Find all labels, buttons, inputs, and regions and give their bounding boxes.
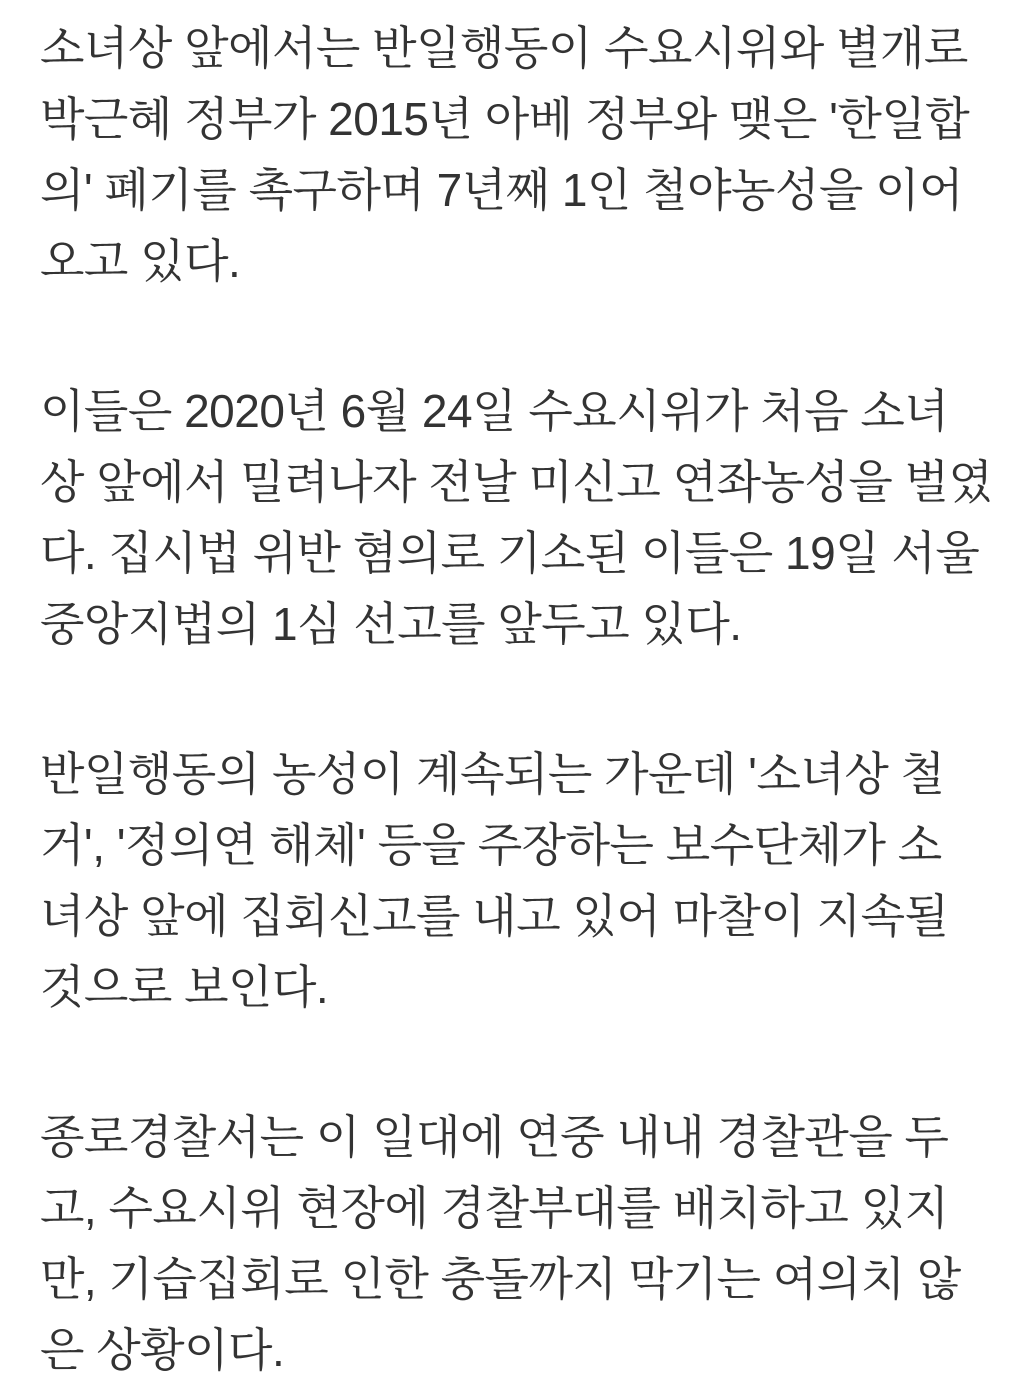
article-paragraph-2 bbox=[40, 376, 993, 660]
article-paragraph-1 bbox=[40, 13, 990, 297]
text-line: 것으로 보인다. bbox=[40, 961, 329, 1013]
text-line: 만, 기습집회로 인한 충돌까지 막기는 여의치 않 bbox=[40, 1253, 961, 1305]
text-line: 중앙지법의 1심 선고를 앞두고 있다. bbox=[40, 598, 742, 650]
text-line: 은 상황이다. bbox=[40, 1324, 285, 1376]
text-line: 거', '정의연 해체' 등을 주장하는 보수단체가 소 bbox=[40, 819, 942, 871]
text-line: 소녀상 앞에서는 반일행동이 수요시위와 별개로 bbox=[40, 22, 968, 74]
text-line: 반일행동의 농성이 계속되는 가운데 '소녀상 철 bbox=[40, 748, 945, 800]
text-line: 박근혜 정부가 2015년 아베 정부와 맺은 '한일합 bbox=[40, 93, 970, 145]
text-line: 의' 폐기를 촉구하며 7년째 1인 철야농성을 이어 bbox=[40, 164, 963, 216]
text-line: 종로경찰서는 이 일대에 연중 내내 경찰관을 두 bbox=[40, 1111, 949, 1163]
text-line: 녀상 앞에 집회신고를 내고 있어 마찰이 지속될 bbox=[40, 890, 949, 942]
text-line: 고, 수요시위 현장에 경찰부대를 배치하고 있지 bbox=[40, 1182, 949, 1234]
article-paragraph-4 bbox=[40, 1102, 990, 1386]
text-line: 상 앞에서 밀려나자 전날 미신고 연좌농성을 벌였 bbox=[40, 456, 993, 508]
text-line: 오고 있다. bbox=[40, 235, 241, 287]
article-paragraph-3 bbox=[40, 739, 990, 1023]
text-line: 이들은 2020년 6월 24일 수요시위가 처음 소녀 bbox=[40, 385, 949, 437]
text-line: 다. 집시법 위반 혐의로 기소된 이들은 19일 서울 bbox=[40, 527, 980, 579]
